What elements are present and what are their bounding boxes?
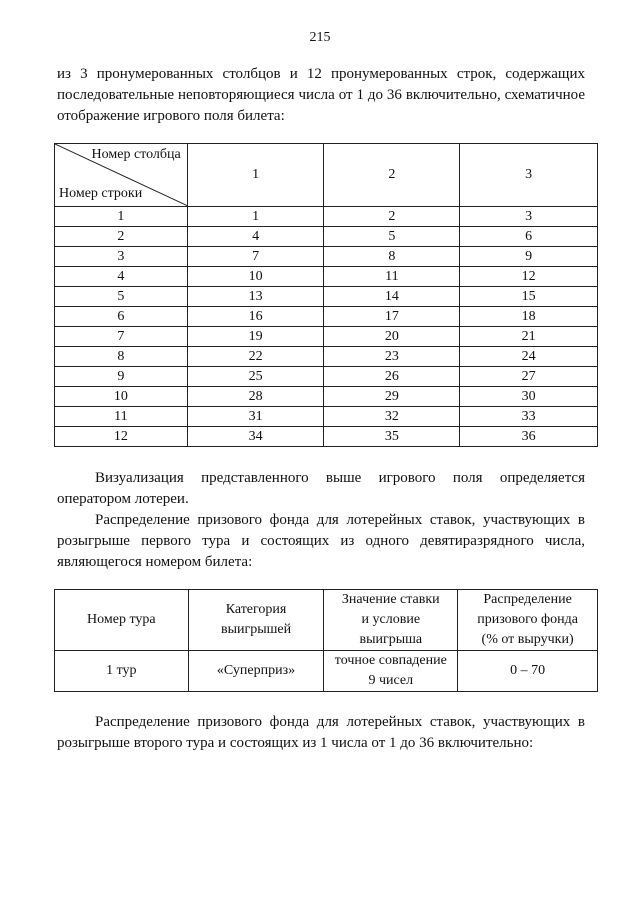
grid-row [55, 247, 598, 267]
grid-number-cell: 6 [460, 227, 598, 247]
grid-number-cell: 8 [324, 247, 460, 267]
grid-body [55, 207, 598, 447]
grid-number-cell: 30 [460, 387, 598, 407]
grid-number-cell: 10 [187, 267, 324, 287]
grid-row [55, 387, 598, 407]
grid-number-cell: 25 [187, 367, 324, 387]
grid-number-cell: 24 [460, 347, 598, 367]
distribution-second-paragraph: Распределение призового фонда для лотерейных ставок, участвующих в розыгрыше второго тура и состоящих из 1 числа от 1 до 36 включительно: [57, 714, 585, 751]
grid-number-cell: 18 [460, 307, 598, 327]
row-number-cell: 1 [55, 207, 188, 227]
distribution-cell: 0 – 70 [458, 651, 598, 692]
prize-header-row [55, 590, 598, 651]
column-header: 1 [187, 144, 324, 207]
row-number-cell: 9 [55, 367, 188, 387]
round-cell: 1 тур [55, 651, 189, 692]
grid-number-cell: 36 [460, 427, 598, 447]
grid-number-cell: 26 [324, 367, 460, 387]
grid-number-cell: 34 [187, 427, 324, 447]
grid-number-cell: 35 [324, 427, 460, 447]
grid-number-cell: 28 [187, 387, 324, 407]
value-header-line: и условие [361, 612, 421, 627]
grid-row [55, 427, 598, 447]
grid-number-cell: 3 [460, 207, 598, 227]
grid-number-cell: 33 [460, 407, 598, 427]
grid-number-cell: 12 [460, 267, 598, 287]
column-header: 3 [460, 144, 598, 207]
intro-line-1: из 3 пронумерованных столбцов и 12 пронумерованных строк, содержащих [57, 66, 585, 82]
grid-number-cell: 23 [324, 347, 460, 367]
category-header-line: Категория [225, 602, 287, 617]
prize-distribution-table [54, 589, 598, 692]
grid-number-cell: 17 [324, 307, 460, 327]
grid-corner-header [55, 144, 188, 207]
grid-row [55, 367, 598, 387]
value-header-line: выигрыша [359, 632, 423, 647]
value-cell-line: 9 чисел [368, 673, 414, 688]
value-header [324, 590, 458, 651]
value-cell-line: точное совпадение [334, 653, 447, 668]
value-cell [324, 651, 458, 692]
grid-number-cell: 13 [187, 287, 324, 307]
game-field-table [54, 143, 598, 447]
grid-number-cell: 22 [187, 347, 324, 367]
grid-row [55, 407, 598, 427]
grid-number-cell: 1 [187, 207, 324, 227]
grid-row [55, 207, 598, 227]
grid-number-cell: 5 [324, 227, 460, 247]
grid-number-cell: 4 [187, 227, 324, 247]
distribution-header-line: (% от выручки) [481, 632, 574, 647]
row-number-cell: 6 [55, 307, 188, 327]
row-number-cell: 11 [55, 407, 188, 427]
grid-row [55, 267, 598, 287]
column-number-label: Номер столбца [91, 147, 181, 162]
grid-row [55, 307, 598, 327]
grid-number-cell: 11 [324, 267, 460, 287]
grid-number-cell: 15 [460, 287, 598, 307]
row-number-cell: 8 [55, 347, 188, 367]
grid-number-cell: 21 [460, 327, 598, 347]
category-header [188, 590, 324, 651]
grid-row [55, 287, 598, 307]
grid-number-cell: 29 [324, 387, 460, 407]
category-cell: «Суперприз» [188, 651, 324, 692]
row-number-cell: 10 [55, 387, 188, 407]
page-number: 215 [309, 30, 331, 45]
row-number-cell: 4 [55, 267, 188, 287]
visualization-paragraph: Визуализация представленного выше игрового поля определяется оператором лотереи. [57, 470, 585, 507]
distribution-header-line: Распределение [483, 592, 572, 607]
grid-number-cell: 32 [324, 407, 460, 427]
column-header: 2 [324, 144, 460, 207]
grid-number-cell: 20 [324, 327, 460, 347]
round-header: Номер тура [55, 590, 189, 651]
grid-number-cell: 14 [324, 287, 460, 307]
grid-number-cell: 9 [460, 247, 598, 267]
intro-line-3: отображение игрового поля билета: [57, 108, 285, 124]
prize-row [55, 651, 598, 692]
grid-header-row [55, 144, 598, 207]
row-number-cell: 12 [55, 427, 188, 447]
grid-row [55, 347, 598, 367]
row-number-cell: 7 [55, 327, 188, 347]
value-header-line: Значение ставки [341, 592, 440, 607]
row-number-cell: 5 [55, 287, 188, 307]
grid-row [55, 227, 598, 247]
grid-number-cell: 2 [324, 207, 460, 227]
row-number-cell: 2 [55, 227, 188, 247]
grid-number-cell: 19 [187, 327, 324, 347]
grid-row [55, 327, 598, 347]
distribution-first-paragraph: Распределение призового фонда для лотерейных ставок, участвующих в розыгрыше первого тура и состоящих из одного девятиразрядного числа, являющегося номером билета: [57, 512, 585, 570]
category-header-line: выигрышей [220, 622, 292, 637]
intro-paragraph [57, 64, 585, 127]
grid-number-cell: 27 [460, 367, 598, 387]
distribution-header [458, 590, 598, 651]
intro-line-2: последовательные неповторяющиеся числа от 1 до 36 включительно, схематичное [57, 87, 585, 103]
row-number-label: Номер строки [59, 186, 143, 201]
grid-number-cell: 16 [187, 307, 324, 327]
row-number-cell: 3 [55, 247, 188, 267]
grid-number-cell: 7 [187, 247, 324, 267]
grid-number-cell: 31 [187, 407, 324, 427]
distribution-header-line: призового фонда [477, 612, 578, 627]
